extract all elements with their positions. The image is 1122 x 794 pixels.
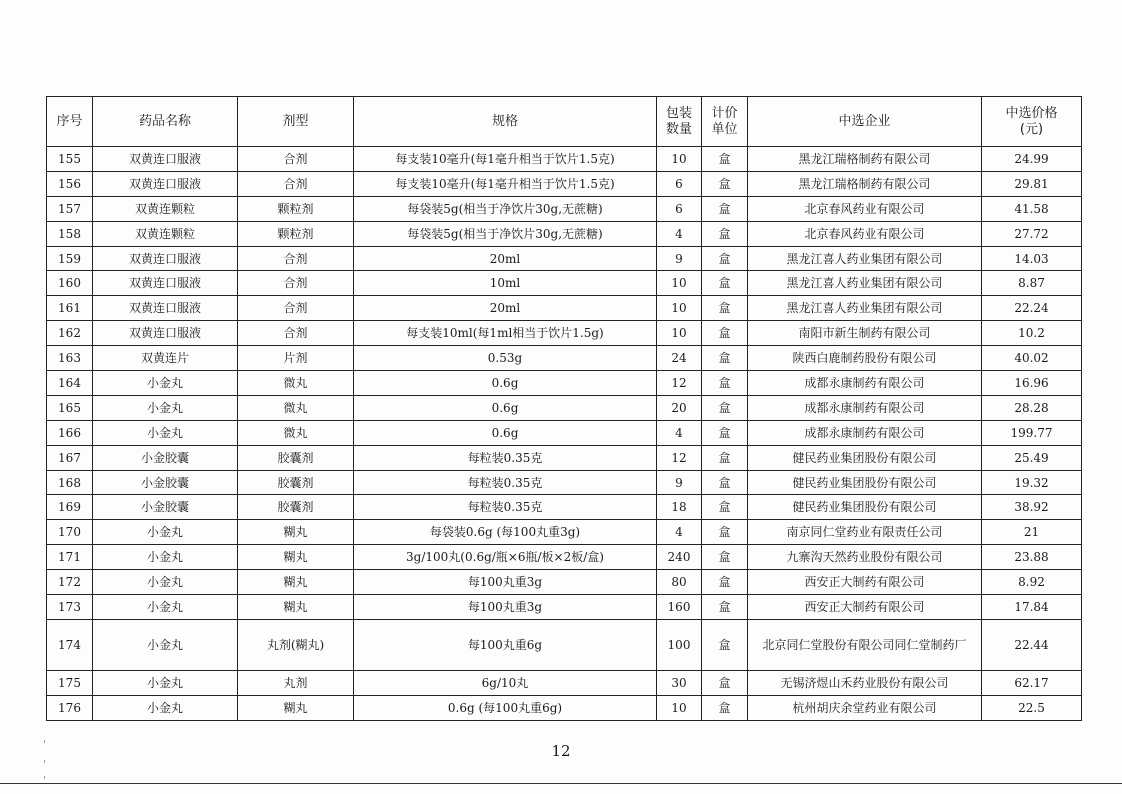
cell-drug-name: 小金丸 [93, 570, 238, 595]
cell-price-unit: 盒 [702, 321, 748, 346]
cell-price-unit: 盒 [702, 695, 748, 720]
cell-drug-name: 小金丸 [93, 395, 238, 420]
cell-price: 22.44 [982, 619, 1082, 670]
table-row [47, 171, 1082, 196]
cell-company: 陕西白鹿制药股份有限公司 [748, 346, 982, 371]
cell-price: 29.81 [982, 171, 1082, 196]
cell-spec: 每袋装0.6g (每100丸重3g) [354, 520, 657, 545]
cell-price: 41.58 [982, 196, 1082, 221]
cell-drug-name: 小金胶囊 [93, 495, 238, 520]
cell-company: 健民药业集团股份有限公司 [748, 445, 982, 470]
cell-pack-qty: 10 [657, 321, 702, 346]
cell-price-unit: 盒 [702, 346, 748, 371]
cell-spec: 每粒装0.35克 [354, 445, 657, 470]
scan-mark [44, 740, 45, 743]
cell-price-unit: 盒 [702, 246, 748, 271]
cell-seq: 166 [47, 420, 93, 445]
cell-spec: 每支装10毫升(每1毫升相当于饮片1.5克) [354, 147, 657, 172]
cell-seq: 156 [47, 171, 93, 196]
cell-price-unit: 盒 [702, 670, 748, 695]
cell-company: 黑龙江瑞格制药有限公司 [748, 147, 982, 172]
table-row [47, 196, 1082, 221]
cell-seq: 169 [47, 495, 93, 520]
cell-pack-qty: 6 [657, 171, 702, 196]
cell-seq: 163 [47, 346, 93, 371]
scan-mark [44, 776, 45, 779]
cell-company: 北京同仁堂股份有限公司同仁堂制药厂 [748, 619, 982, 670]
cell-price-unit: 盒 [702, 196, 748, 221]
cell-price: 16.96 [982, 371, 1082, 396]
cell-seq: 162 [47, 321, 93, 346]
cell-spec: 每粒装0.35克 [354, 470, 657, 495]
cell-company: 健民药业集团股份有限公司 [748, 470, 982, 495]
cell-price: 14.03 [982, 246, 1082, 271]
cell-price-unit: 盒 [702, 395, 748, 420]
cell-pack-qty: 4 [657, 520, 702, 545]
cell-drug-name: 双黄连片 [93, 346, 238, 371]
cell-seq: 167 [47, 445, 93, 470]
cell-price: 22.5 [982, 695, 1082, 720]
cell-company: 黑龙江喜人药业集团有限公司 [748, 271, 982, 296]
cell-dosage-form: 颗粒剂 [238, 196, 354, 221]
header-drug-name: 药品名称 [93, 97, 238, 147]
table-header-row [47, 97, 1082, 147]
cell-dosage-form: 糊丸 [238, 545, 354, 570]
cell-dosage-form: 合剂 [238, 171, 354, 196]
table-row [47, 221, 1082, 246]
cell-drug-name: 双黄连口服液 [93, 246, 238, 271]
cell-seq: 173 [47, 595, 93, 620]
cell-spec: 0.6g [354, 395, 657, 420]
cell-spec: 每粒装0.35克 [354, 495, 657, 520]
cell-price-unit: 盒 [702, 371, 748, 396]
cell-drug-name: 小金丸 [93, 371, 238, 396]
table-row [47, 371, 1082, 396]
table-row [47, 246, 1082, 271]
header-spec: 规格 [354, 97, 657, 147]
table-row [47, 271, 1082, 296]
cell-pack-qty: 9 [657, 246, 702, 271]
cell-price: 38.92 [982, 495, 1082, 520]
cell-price: 40.02 [982, 346, 1082, 371]
table-row [47, 147, 1082, 172]
cell-seq: 161 [47, 296, 93, 321]
cell-price: 19.32 [982, 470, 1082, 495]
cell-dosage-form: 微丸 [238, 371, 354, 396]
header-seq: 序号 [47, 97, 93, 147]
cell-drug-name: 小金丸 [93, 695, 238, 720]
cell-price-unit: 盒 [702, 520, 748, 545]
cell-seq: 159 [47, 246, 93, 271]
header-company: 中选企业 [748, 97, 982, 147]
table-row [47, 545, 1082, 570]
header-price-unit [702, 97, 748, 147]
cell-seq: 170 [47, 520, 93, 545]
cell-price-unit: 盒 [702, 619, 748, 670]
cell-price: 8.87 [982, 271, 1082, 296]
cell-price-unit: 盒 [702, 171, 748, 196]
cell-dosage-form: 胶囊剂 [238, 495, 354, 520]
cell-seq: 176 [47, 695, 93, 720]
cell-spec: 0.53g [354, 346, 657, 371]
cell-dosage-form: 合剂 [238, 147, 354, 172]
cell-pack-qty: 240 [657, 545, 702, 570]
cell-drug-name: 小金胶囊 [93, 470, 238, 495]
cell-spec: 每100丸重3g [354, 595, 657, 620]
cell-drug-name: 小金丸 [93, 619, 238, 670]
cell-price-unit: 盒 [702, 545, 748, 570]
header-price-unit-line1: 计价 [711, 105, 738, 121]
cell-spec: 20ml [354, 296, 657, 321]
cell-dosage-form: 合剂 [238, 296, 354, 321]
cell-company: 黑龙江喜人药业集团有限公司 [748, 246, 982, 271]
cell-seq: 175 [47, 670, 93, 695]
header-price-unit-line2: 单位 [711, 121, 738, 137]
cell-company: 黑龙江瑞格制药有限公司 [748, 171, 982, 196]
header-price-line2: (元) [1019, 121, 1044, 137]
cell-price-unit: 盒 [702, 495, 748, 520]
cell-drug-name: 双黄连口服液 [93, 271, 238, 296]
cell-pack-qty: 20 [657, 395, 702, 420]
cell-company: 无锡济煜山禾药业股份有限公司 [748, 670, 982, 695]
page-number: 12 [551, 742, 571, 760]
cell-drug-name: 双黄连口服液 [93, 147, 238, 172]
table-row [47, 670, 1082, 695]
cell-spec: 每支装10毫升(每1毫升相当于饮片1.5克) [354, 171, 657, 196]
cell-company: 成都永康制药有限公司 [748, 371, 982, 396]
cell-price-unit: 盒 [702, 445, 748, 470]
cell-seq: 160 [47, 271, 93, 296]
cell-seq: 165 [47, 395, 93, 420]
cell-pack-qty: 10 [657, 296, 702, 321]
cell-dosage-form: 合剂 [238, 321, 354, 346]
cell-price: 62.17 [982, 670, 1082, 695]
cell-spec: 0.6g [354, 371, 657, 396]
cell-price: 199.77 [982, 420, 1082, 445]
cell-spec: 0.6g [354, 420, 657, 445]
cell-dosage-form: 糊丸 [238, 695, 354, 720]
cell-spec: 每袋装5g(相当于净饮片30g,无蔗糖) [354, 196, 657, 221]
cell-price: 17.84 [982, 595, 1082, 620]
cell-drug-name: 双黄连口服液 [93, 321, 238, 346]
cell-drug-name: 双黄连口服液 [93, 171, 238, 196]
cell-price-unit: 盒 [702, 296, 748, 321]
cell-dosage-form: 胶囊剂 [238, 445, 354, 470]
cell-price-unit: 盒 [702, 595, 748, 620]
cell-company: 杭州胡庆余堂药业有限公司 [748, 695, 982, 720]
table-row [47, 520, 1082, 545]
cell-company: 成都永康制药有限公司 [748, 395, 982, 420]
cell-spec: 每100丸重6g [354, 619, 657, 670]
cell-price: 25.49 [982, 445, 1082, 470]
cell-drug-name: 双黄连口服液 [93, 296, 238, 321]
cell-company: 南阳市新生制药有限公司 [748, 321, 982, 346]
cell-price-unit: 盒 [702, 271, 748, 296]
cell-pack-qty: 10 [657, 695, 702, 720]
header-pack-qty-line1: 包装 [665, 105, 692, 121]
drug-price-table [46, 96, 1082, 721]
cell-pack-qty: 4 [657, 420, 702, 445]
cell-price: 8.92 [982, 570, 1082, 595]
cell-pack-qty: 30 [657, 670, 702, 695]
cell-pack-qty: 12 [657, 445, 702, 470]
cell-pack-qty: 6 [657, 196, 702, 221]
cell-company: 黑龙江喜人药业集团有限公司 [748, 296, 982, 321]
table-row [47, 321, 1082, 346]
cell-spec: 每袋装5g(相当于净饮片30g,无蔗糖) [354, 221, 657, 246]
cell-seq: 155 [47, 147, 93, 172]
table-row [47, 445, 1082, 470]
cell-dosage-form: 糊丸 [238, 520, 354, 545]
cell-pack-qty: 160 [657, 595, 702, 620]
table-row [47, 495, 1082, 520]
cell-dosage-form: 糊丸 [238, 595, 354, 620]
scan-mark [44, 760, 45, 763]
cell-drug-name: 双黄连颗粒 [93, 221, 238, 246]
table-row [47, 695, 1082, 720]
cell-pack-qty: 10 [657, 147, 702, 172]
cell-drug-name: 小金胶囊 [93, 445, 238, 470]
table-row [47, 470, 1082, 495]
bottom-rule [0, 783, 1122, 784]
cell-dosage-form: 合剂 [238, 271, 354, 296]
cell-company: 北京春风药业有限公司 [748, 221, 982, 246]
cell-pack-qty: 100 [657, 619, 702, 670]
cell-spec: 每100丸重3g [354, 570, 657, 595]
cell-spec: 10ml [354, 271, 657, 296]
header-dosage-form: 剂型 [238, 97, 354, 147]
cell-drug-name: 双黄连颗粒 [93, 196, 238, 221]
cell-company: 西安正大制药有限公司 [748, 570, 982, 595]
cell-seq: 164 [47, 371, 93, 396]
cell-seq: 171 [47, 545, 93, 570]
cell-dosage-form: 胶囊剂 [238, 470, 354, 495]
cell-price: 10.2 [982, 321, 1082, 346]
cell-seq: 168 [47, 470, 93, 495]
header-price [982, 97, 1082, 147]
cell-company: 九寨沟天然药业股份有限公司 [748, 545, 982, 570]
cell-price: 24.99 [982, 147, 1082, 172]
cell-company: 健民药业集团股份有限公司 [748, 495, 982, 520]
table-row [47, 619, 1082, 670]
cell-seq: 158 [47, 221, 93, 246]
cell-pack-qty: 18 [657, 495, 702, 520]
cell-seq: 172 [47, 570, 93, 595]
cell-price-unit: 盒 [702, 570, 748, 595]
cell-dosage-form: 微丸 [238, 420, 354, 445]
header-pack-qty [657, 97, 702, 147]
cell-price: 22.24 [982, 296, 1082, 321]
cell-dosage-form: 微丸 [238, 395, 354, 420]
cell-pack-qty: 10 [657, 271, 702, 296]
cell-company: 南京同仁堂药业有限责任公司 [748, 520, 982, 545]
table-row [47, 420, 1082, 445]
table-row [47, 346, 1082, 371]
cell-drug-name: 小金丸 [93, 520, 238, 545]
cell-price: 23.88 [982, 545, 1082, 570]
cell-price: 28.28 [982, 395, 1082, 420]
cell-price-unit: 盒 [702, 420, 748, 445]
cell-spec: 0.6g (每100丸重6g) [354, 695, 657, 720]
table-row [47, 296, 1082, 321]
cell-dosage-form: 合剂 [238, 246, 354, 271]
cell-company: 北京春风药业有限公司 [748, 196, 982, 221]
cell-price: 27.72 [982, 221, 1082, 246]
table-body [47, 147, 1082, 721]
cell-spec: 20ml [354, 246, 657, 271]
cell-price: 21 [982, 520, 1082, 545]
header-price-line1: 中选价格 [1005, 105, 1058, 121]
table-row [47, 395, 1082, 420]
cell-spec: 每支装10ml(每1ml相当于饮片1.5g) [354, 321, 657, 346]
cell-pack-qty: 4 [657, 221, 702, 246]
cell-pack-qty: 24 [657, 346, 702, 371]
cell-company: 成都永康制药有限公司 [748, 420, 982, 445]
cell-price-unit: 盒 [702, 470, 748, 495]
cell-spec: 6g/10丸 [354, 670, 657, 695]
table-row [47, 595, 1082, 620]
cell-dosage-form: 丸剂 [238, 670, 354, 695]
cell-pack-qty: 12 [657, 371, 702, 396]
cell-price-unit: 盒 [702, 221, 748, 246]
cell-dosage-form: 片剂 [238, 346, 354, 371]
cell-pack-qty: 9 [657, 470, 702, 495]
cell-spec: 3g/100丸(0.6g/瓶×6瓶/板×2板/盒) [354, 545, 657, 570]
cell-drug-name: 小金丸 [93, 595, 238, 620]
cell-price-unit: 盒 [702, 147, 748, 172]
header-pack-qty-line2: 数量 [665, 121, 692, 137]
cell-dosage-form: 颗粒剂 [238, 221, 354, 246]
cell-drug-name: 小金丸 [93, 420, 238, 445]
cell-drug-name: 小金丸 [93, 545, 238, 570]
cell-seq: 157 [47, 196, 93, 221]
cell-drug-name: 小金丸 [93, 670, 238, 695]
cell-seq: 174 [47, 619, 93, 670]
cell-company: 西安正大制药有限公司 [748, 595, 982, 620]
cell-dosage-form: 糊丸 [238, 570, 354, 595]
table-row [47, 570, 1082, 595]
cell-pack-qty: 80 [657, 570, 702, 595]
cell-dosage-form: 丸剂(糊丸) [238, 619, 354, 670]
